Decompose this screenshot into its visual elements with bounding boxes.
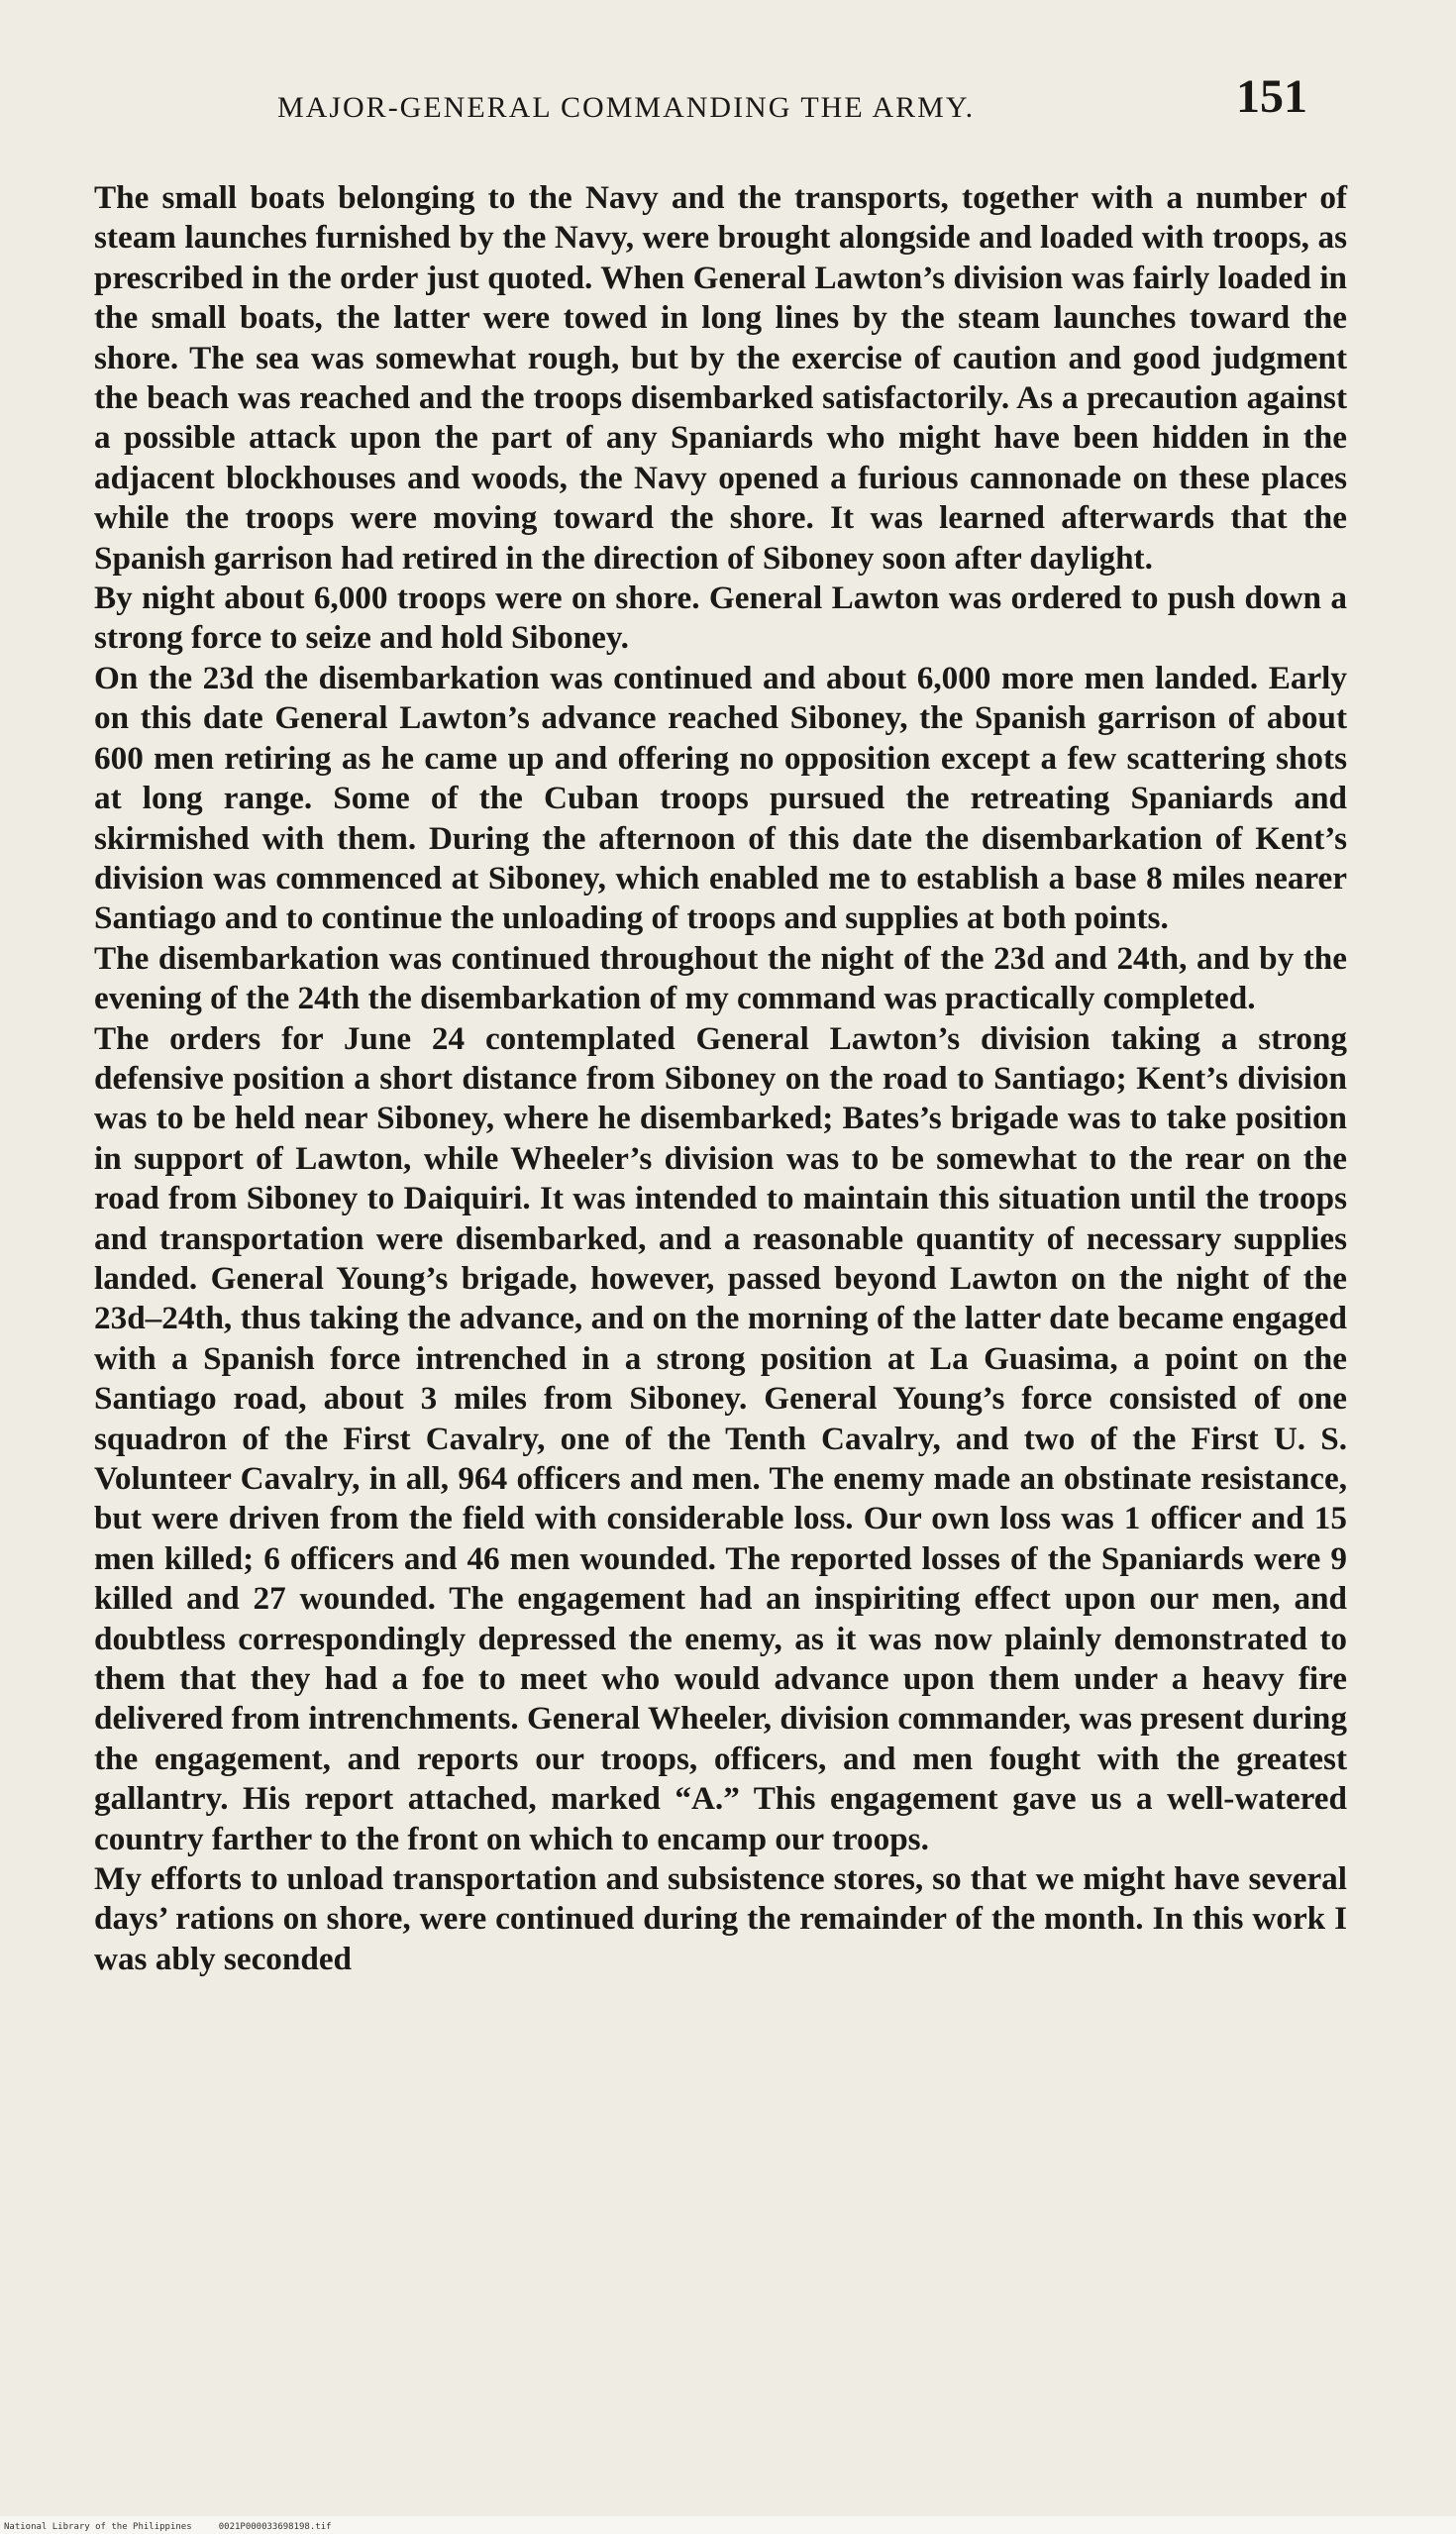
paragraph-4: The disembarkation was continued throughout the night of the 23d and 24th, and by the evening of the 24th the disembarkation of my command was practically completed. [94, 939, 1347, 1017]
scan-footer [0, 2516, 1456, 2534]
page-number: 151 [1236, 70, 1307, 123]
body-text [94, 178, 1347, 1979]
paragraph-6: My efforts to unload transportation and subsistence stores, so that we might have several days’ rations on shore, were continued during the remainder of the month. In this work I was ably seconded [94, 1860, 1347, 1977]
running-head: MAJOR-GENERAL COMMANDING THE ARMY. [277, 91, 976, 124]
paragraph-2: By night about 6,000 troops were on shore. General Lawton was ordered to push down a strong force to seize and hold Siboney. [94, 580, 1347, 657]
page-header [99, 69, 1347, 139]
paragraph-3: On the 23d the disembarkation was continued and about 6,000 more men landed. Early on this date General Lawton’s advance reached Siboney, the Spanish garrison of about 600 men retiring as he came up and offering no opposition except a few scattering shots at long range. Some of the Cuban troops pursued the retreating Spaniards and skirmished with them. During the afternoon of this date the disembarkation of Kent’s division was commenced at Siboney, which enabled me to establish a base 8 miles nearer Santiago and to continue the unloading of troops and supplies at both points. [94, 659, 1347, 937]
paragraph-1: The small boats belonging to the Navy and the transports, together with a number of steam launches furnished by the Navy, were brought alongside and loaded with troops, as prescribed in the order just quoted. When General Lawton’s division was fairly loaded in the small boats, the latter were towed in long lines by the steam launches toward the shore. The sea was somewhat rough, but by the exercise of caution and good judgment the beach was reached and the troops disembarked satisfactorily. As a precaution against a possible attack upon the part of any Spaniards who might have been hidden in the adjacent blockhouses and woods, the Navy opened a furious cannonade on these places while the troops were moving toward the shore. It was learned afterwards that the Spanish garrison had retired in the direction of Siboney soon after daylight. [94, 179, 1347, 577]
library-stamp: National Library of the Philippines 0021P000033698198.tif [4, 2522, 332, 2532]
paragraph-5: The orders for June 24 contemplated General Lawton’s division taking a strong defensive position a short distance from Siboney on the road to Santiago; Kent’s division was to be held near Siboney, where he disembarked; Bates’s brigade was to take position in support of Lawton, while Wheeler’s division was to be somewhat to the rear on the road from Siboney to Daiquiri. It was intended to maintain this situation until the troops and transportation were disembarked, and a reasonable quantity of necessary supplies landed. General Young’s brigade, however, passed beyond Lawton on the night of the 23d–24th, thus taking the advance, and on the morning of the latter date became engaged with a Spanish force intrenched in a strong position at La Guasima, a point on the Santiago road, about 3 miles from Siboney. General Young’s force consisted of one squadron of the First Cavalry, one of the Tenth Cavalry, and two of the First U. S. Volunteer Cavalry, in all, 964 officers and men. The enemy made an obstinate resistance, but were driven from the field with considerable loss. Our own loss was 1 officer and 15 men killed; 6 officers and 46 men wounded. The reported losses of the Spaniards were 9 killed and 27 wounded. The engagement had an inspiriting effect upon our men, and doubtless correspondingly depressed the enemy, as it was now plainly demonstrated to them that they had a foe to meet who would advance upon them under a heavy fire delivered from intrenchments. General Wheeler, division commander, was present during the engagement, and reports our troops, officers, and men fought with the greatest gallantry. His report attached, marked “A.” This engagement gave us a well-watered country farther to the front on which to encamp our troops. [94, 1019, 1347, 1857]
